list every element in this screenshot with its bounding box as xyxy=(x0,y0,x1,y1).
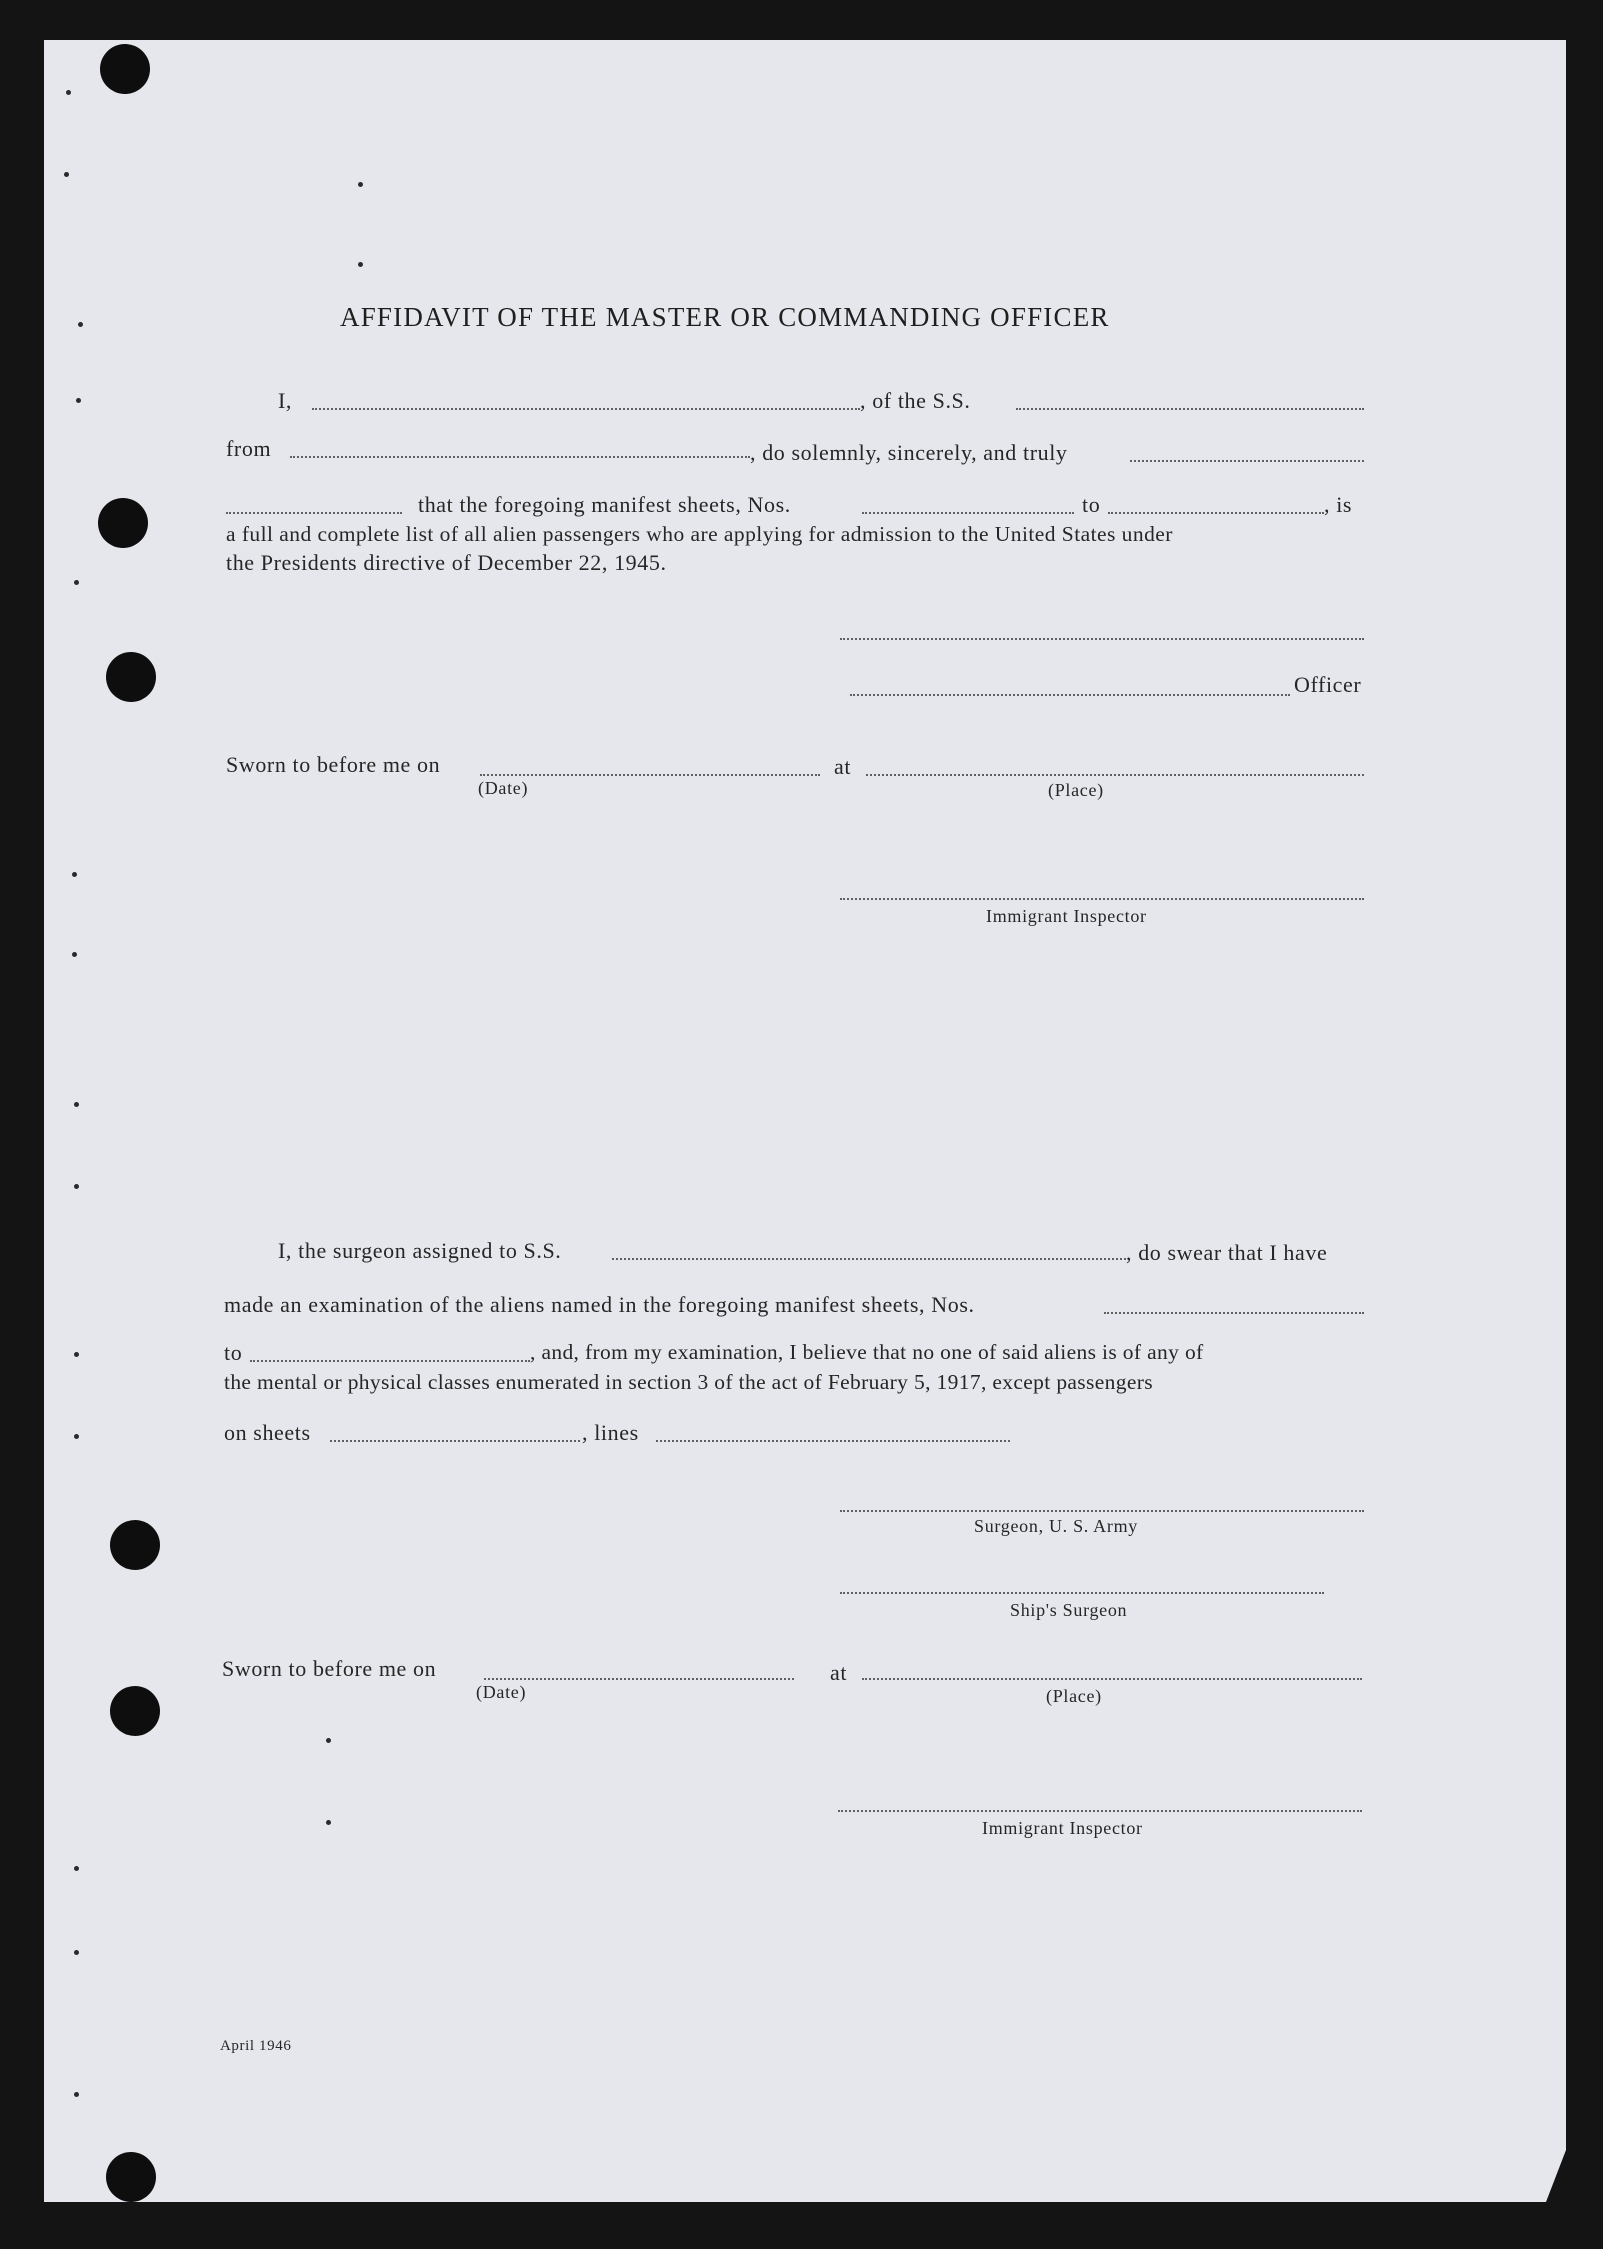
margin-speck xyxy=(74,580,79,585)
army-surgeon-label: Surgeon, U. S. Army xyxy=(974,1516,1138,1536)
master-sworn-date-field[interactable] xyxy=(480,774,820,776)
page-title: AFFIDAVIT OF THE MASTER OR COMMANDING OFFICER xyxy=(340,302,1110,332)
ship-surgeon-signature-field[interactable] xyxy=(840,1592,1324,1594)
margin-speck xyxy=(76,398,81,403)
surgeon-line1-end: , do swear that I have xyxy=(1126,1240,1328,1265)
master-inspector-signature-field[interactable] xyxy=(840,898,1364,900)
master-name-field[interactable] xyxy=(312,408,860,410)
binder-hole xyxy=(110,1520,160,1570)
army-surgeon-signature-field[interactable] xyxy=(840,1510,1364,1512)
margin-speck xyxy=(72,872,77,877)
surgeon-sworn-place-field[interactable] xyxy=(862,1678,1362,1680)
master-at-label: at xyxy=(834,754,852,779)
document-page xyxy=(44,40,1566,2202)
surgeon-manifest-from-field[interactable] xyxy=(1104,1312,1364,1314)
port-from-field[interactable] xyxy=(290,456,750,458)
master-line3-to: to xyxy=(1082,492,1101,517)
margin-speck xyxy=(358,182,363,187)
margin-speck xyxy=(72,952,77,957)
binder-hole xyxy=(106,2152,156,2202)
binder-hole xyxy=(106,652,156,702)
margin-speck xyxy=(74,1866,79,1871)
surgeon-date-caption: (Date) xyxy=(476,1682,527,1702)
master-line1-of-ss: , of the S.S. xyxy=(860,388,971,413)
master-sworn-place-field[interactable] xyxy=(866,774,1364,776)
master-signature-field[interactable] xyxy=(840,638,1364,640)
surgeon-lines-field[interactable] xyxy=(656,1440,1010,1442)
torn-corner xyxy=(1546,2150,1566,2202)
margin-speck xyxy=(66,90,71,95)
master-inspector-label: Immigrant Inspector xyxy=(986,906,1147,926)
declaration-verb-field[interactable] xyxy=(226,512,402,514)
margin-speck xyxy=(74,1950,79,1955)
master-sworn-label: Sworn to before me on xyxy=(226,752,441,777)
binder-hole xyxy=(98,498,148,548)
margin-speck xyxy=(358,262,363,267)
surgeon-line1-start: I, the surgeon assigned to S.S. xyxy=(278,1238,562,1263)
surgeon-place-caption: (Place) xyxy=(1046,1686,1102,1706)
margin-speck xyxy=(74,2092,79,2097)
declaration-field[interactable] xyxy=(1130,460,1364,462)
surgeon-sworn-date-field[interactable] xyxy=(484,1678,794,1680)
margin-speck xyxy=(74,1434,79,1439)
surgeon-line5-sheets: on sheets xyxy=(224,1420,311,1445)
margin-speck xyxy=(64,172,69,177)
master-line3-is: , is xyxy=(1324,492,1353,517)
master-line1-i: I, xyxy=(278,388,293,413)
surgeon-manifest-to-field[interactable] xyxy=(250,1360,530,1362)
binder-hole xyxy=(110,1686,160,1736)
binder-hole xyxy=(100,44,150,94)
surgeon-sheets-field[interactable] xyxy=(330,1440,580,1442)
surgeon-line5-lines: , lines xyxy=(582,1420,639,1445)
master-line5: the Presidents directive of December 22, 1945. xyxy=(226,550,667,575)
master-line2-solemnly: , do solemnly, sincerely, and truly xyxy=(750,440,1068,465)
margin-speck xyxy=(326,1738,331,1743)
margin-speck xyxy=(78,322,83,327)
master-place-caption: (Place) xyxy=(1048,780,1104,800)
surgeon-line4: the mental or physical classes enumerated in section 3 of the act of February 5, 1917, except passengers xyxy=(224,1370,1153,1394)
surgeon-ship-field[interactable] xyxy=(612,1258,1126,1260)
officer-signature-field[interactable] xyxy=(850,694,1290,696)
master-line4: a full and complete list of all alien passengers who are applying for admission to the United States under xyxy=(226,522,1173,546)
manifest-from-field[interactable] xyxy=(862,512,1074,514)
margin-speck xyxy=(326,1820,331,1825)
manifest-to-field[interactable] xyxy=(1108,512,1324,514)
surgeon-line2: made an examination of the aliens named in the foregoing manifest sheets, Nos. xyxy=(224,1292,975,1317)
surgeon-inspector-label: Immigrant Inspector xyxy=(982,1818,1143,1838)
ship-name-field[interactable] xyxy=(1016,408,1364,410)
surgeon-line3-to: to xyxy=(224,1340,243,1365)
margin-speck xyxy=(74,1352,79,1357)
surgeon-inspector-signature-field[interactable] xyxy=(838,1810,1362,1812)
margin-speck xyxy=(74,1102,79,1107)
surgeon-line3-rest: , and, from my examination, I believe that no one of said aliens is of any of xyxy=(530,1340,1204,1364)
surgeon-at-label: at xyxy=(830,1660,848,1685)
margin-speck xyxy=(74,1184,79,1189)
form-date: April 1946 xyxy=(220,2038,292,2054)
master-line3-manifest: that the foregoing manifest sheets, Nos. xyxy=(418,492,791,517)
officer-label: Officer xyxy=(1294,672,1362,697)
master-date-caption: (Date) xyxy=(478,778,529,798)
master-line2-from: from xyxy=(226,436,272,461)
surgeon-sworn-label: Sworn to before me on xyxy=(222,1656,437,1681)
ship-surgeon-label: Ship's Surgeon xyxy=(1010,1600,1128,1620)
